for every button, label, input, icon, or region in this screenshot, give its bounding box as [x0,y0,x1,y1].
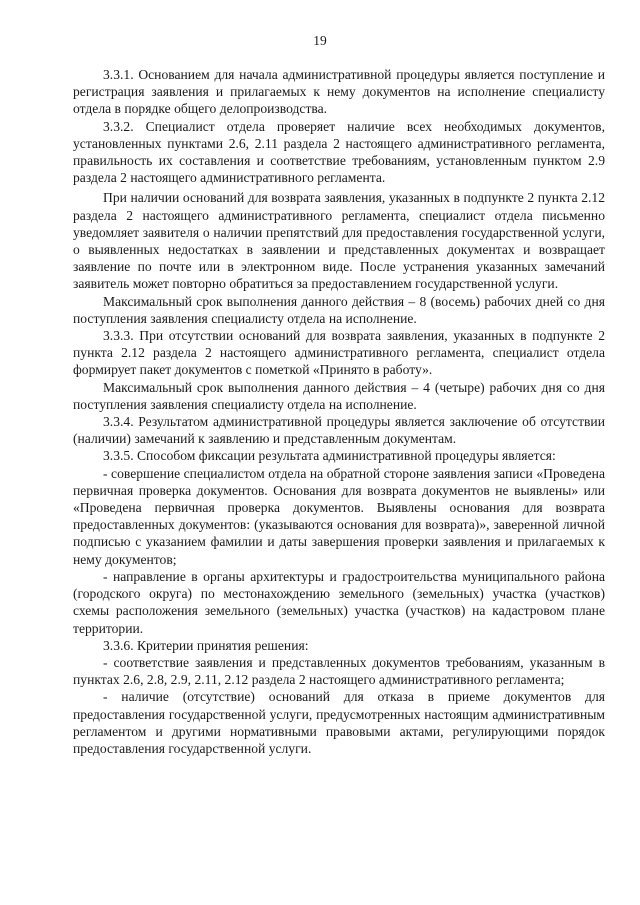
paragraph-return-grounds: При наличии оснований для возврата заявления, указанных в подпункте 2 пункта 2.12 раздела 2 настоящего административного регламента, специалист отдела письменно уведомляет заявителя о наличии препятствий для предоставления государственной услуги, о выявленных недостатках в заявлении и представленных документах и возвращает заявление по почте или в электронном виде. После устранения указанных замечаний заявитель может повторно обратиться за предоставлением государственной услуги. [73,190,605,292]
page-number: 19 [313,33,327,48]
list-item-record-on-application: - совершение специалистом отдела на обратной стороне заявления записи «Проведена первичная проверка документов. Основания для возврата документов не выявлены» или «Проведена первичная проверка документов. Выявлены основания для возврата предоставленных документов: (указываются основания для возврата)», заверенной личной подписью с указанием фамилии и даты завершения проверки заявления и прилагаемых к нему документов; [73,465,605,567]
paragraph-3-3-1: 3.3.1. Основанием для начала административной процедуры является поступление и регистрация заявления и прилагаемых к нему документов на исполнение специалисту отдела в порядке общего делопроизводства. [73,67,605,117]
paragraph-3-3-2: 3.3.2. Специалист отдела проверяет наличие всех необходимых документов, установленных пунктами 2.6, 2.11 раздела 2 настоящего административного регламента, правильность их составления и соответствие требованиям, установленным пунктом 2.9 раздела 2 настоящего административного регламента. [73,118,605,186]
paragraph-max-term-8-days: Максимальный срок выполнения данного действия – 8 (восемь) рабочих дней со дня поступления заявления специалисту отдела на исполнение. [73,293,605,326]
paragraph-max-term-4-days: Максимальный срок выполнения данного действия – 4 (четыре) рабочих дня со дня поступления заявления специалисту отдела на исполнение. [73,379,605,412]
paragraph-3-3-5: 3.3.5. Способом фиксации результата административной процедуры является: [103,448,556,464]
list-item-send-to-architecture: - направление в органы архитектуры и градостроительства муниципального района (городского округа) по местонахождению земельного (земельных) участка (участков) схемы расположения земельного (земельных) участка (участков) на кадастровом плане территории. [73,568,605,636]
list-item-refusal-grounds: - наличие (отсутствие) оснований для отказа в приеме документов для предоставления государственной услуги, предусмотренных настоящим административным регламентом и другими нормативными правовыми актами, регулирующими порядок предоставления государственной услуги. [73,689,605,756]
paragraph-3-3-3: 3.3.3. При отсутствии оснований для возврата заявления, указанных в подпункте 2 пункта 2.12 раздела 2 настоящего административного регламента, специалист отдела формирует пакет документов с пометкой «Принято в работу». [73,328,605,378]
paragraph-3-3-6: 3.3.6. Критерии принятия решения: [103,637,309,653]
list-item-compliance: - соответствие заявления и представленных документов требованиям, указанным в пунктах 2.6, 2.8, 2.9, 2.11, 2.12 раздела 2 настоящего административного регламента; [73,654,605,688]
document-body [73,66,605,757]
paragraph-3-3-4: 3.3.4. Результатом административной процедуры является заключение об отсутствии (наличии) замечаний к заявлению и представленным документам. [73,414,605,447]
